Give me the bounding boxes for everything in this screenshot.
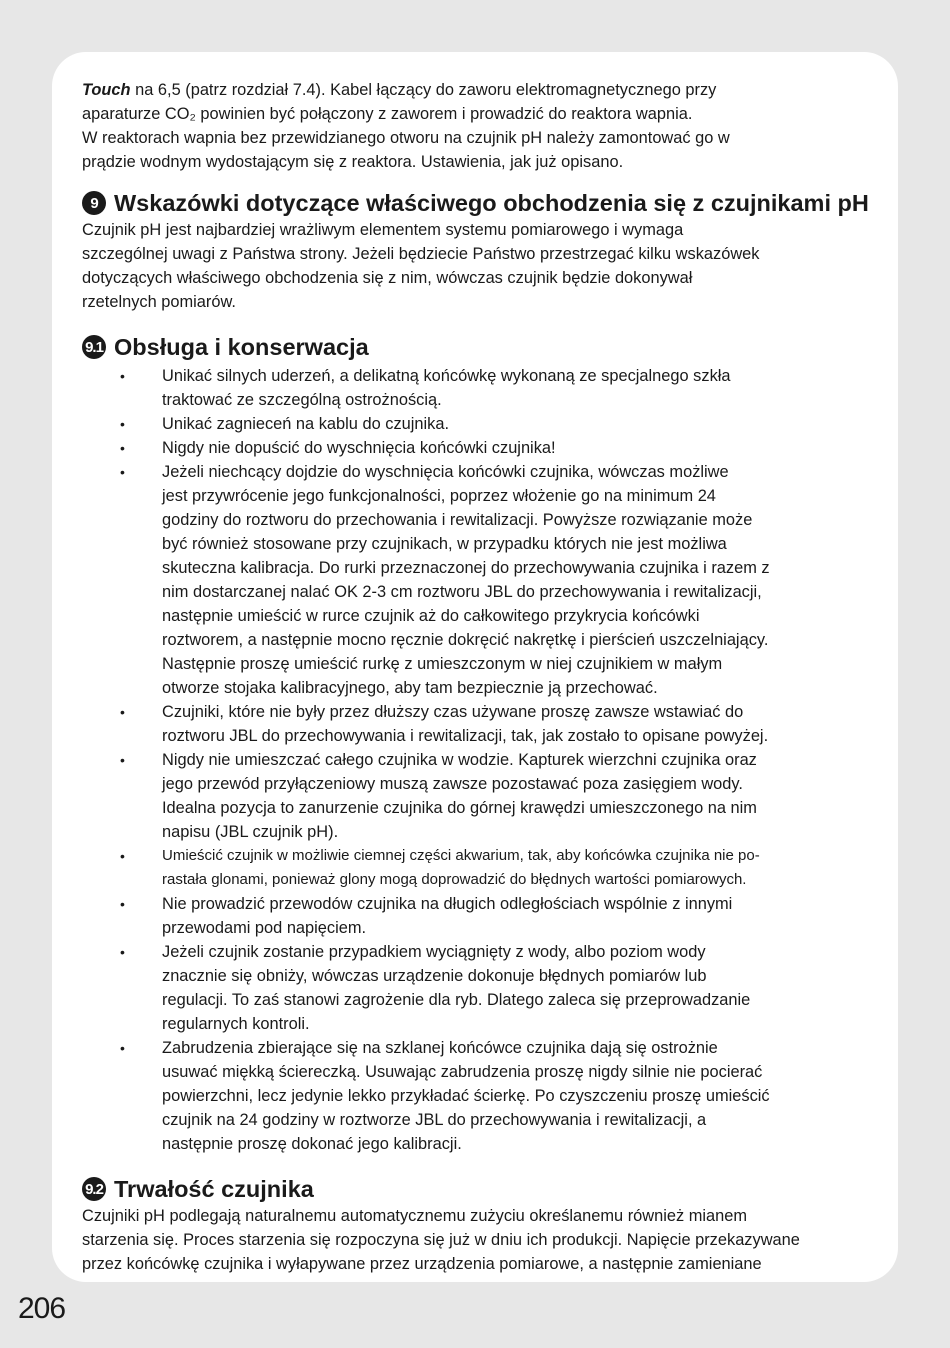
bullet-line: Nigdy nie umieszczać całego czujnika w wodzie. Kapturek wierzchni czujnika oraz xyxy=(162,751,757,769)
section-number-badge: 9 xyxy=(82,191,106,215)
intro-paragraph xyxy=(82,78,872,174)
care-bullet-list xyxy=(82,364,872,1156)
bullet-line: usuwać miękką ściereczką. Usuwając zabrudzenia proszę nigdy silnie nie pocierać xyxy=(162,1063,763,1081)
intro-line-rest: na 6,5 (patrz rozdział 7.4). Kabel łączący do zaworu elektromagnetycznego przy xyxy=(130,81,717,99)
bullet-line: Unikać silnych uderzeń, a delikatną końcówkę wykonaną ze specjalnego szkła xyxy=(162,367,731,385)
bullet-dot: • xyxy=(120,944,125,960)
intro-line: aparaturze CO₂ powinien być połączony z zaworem i prowadzić do reaktora wapnia. xyxy=(82,105,693,123)
page-content xyxy=(82,78,872,1276)
intro-line: prądzie wodnym wydostającym się z reaktora. Ustawienia, jak już opisano. xyxy=(82,153,624,171)
bullet-line: powierzchni, lecz jedynie lekko przykładać ścierkę. Po czyszczeniu proszę umieścić xyxy=(162,1087,770,1105)
paragraph-line: starzenia się. Proces starzenia się rozpoczyna się już w dniu ich produkcji. Napięcie przekazywane xyxy=(82,1231,800,1249)
bullet-line: czujnik na 24 godziny w roztworze JBL do przechowywania i rewitalizacji, a xyxy=(162,1111,707,1129)
bullet-line: Idealna pozycja to zanurzenie czujnika do górnej krawędzi umieszczonego na nim xyxy=(162,799,757,817)
bullet-dot: • xyxy=(120,752,125,768)
bullet-line: otworze stojaka kalibracyjnego, aby tam bezpiecznie ją przechować. xyxy=(162,679,658,697)
intro-line: W reaktorach wapnia bez przewidzianego otworu na czujnik pH należy zamontować go w xyxy=(82,129,730,147)
section-title: Wskazówki dotyczące właściwego obchodzenia się z czujnikami pH xyxy=(114,190,869,216)
bullet-line: napisu (JBL czujnik pH). xyxy=(162,823,339,841)
bullet-line: Nigdy nie dopuścić do wyschnięcia końcówki czujnika! xyxy=(162,439,556,457)
bullet-dot: • xyxy=(120,896,125,912)
page-number: 206 xyxy=(18,1292,66,1325)
bullet-item xyxy=(82,940,872,1036)
bullet-dot: • xyxy=(120,440,125,456)
section-9-heading xyxy=(82,188,872,218)
intro-line xyxy=(82,78,872,102)
bullet-line: następnie proszę dokonać jego kalibracji. xyxy=(162,1135,462,1153)
bullet-line: roztworem, a następnie mocno ręcznie dokręcić nakrętkę i pierścień uszczelniający. xyxy=(162,631,769,649)
bullet-line: jest przywrócenie jego funkcjonalności, poprzez włożenie go na minimum 24 xyxy=(162,487,716,505)
bullet-item xyxy=(82,412,872,436)
bullet-dot: • xyxy=(120,1040,125,1056)
bullet-line: rastała glonami, ponieważ glony mogą doprowadzić do błędnych wartości pomiarowych. xyxy=(162,871,747,888)
bullet-line: Jeżeli czujnik zostanie przypadkiem wyciągnięty z wody, albo poziom wody xyxy=(162,943,706,961)
section-9-2-paragraph xyxy=(82,1204,872,1276)
bullet-line: jego przewód przyłączeniowy muszą zawsze pozostawać poza zasięgiem wody. xyxy=(162,775,743,793)
page-card xyxy=(52,52,898,1282)
bullet-dot: • xyxy=(120,704,125,720)
paragraph-line: przez końcówkę czujnika i wyłapywane przez urządzenia pomiarowe, a następnie zamieniane xyxy=(82,1255,762,1273)
bullet-line: godziny do roztworu do przechowania i rewitalizacji. Powyższe rozwiązanie może xyxy=(162,511,753,529)
section-9-paragraph xyxy=(82,218,872,314)
section-title: Obsługa i konserwacja xyxy=(114,334,369,360)
paragraph-line: dotyczących właściwego obchodzenia się z nim, wówczas czujnik będzie dokonywał xyxy=(82,269,693,287)
bullet-line: Czujniki, które nie były przez dłuższy czas używane proszę zawsze wstawiać do xyxy=(162,703,744,721)
bullet-line: znacznie się obniży, wówczas urządzenie dokonuje błędnych pomiarów lub xyxy=(162,967,707,985)
bullet-line: Unikać zagnieceń na kablu do czujnika. xyxy=(162,415,450,433)
bullet-line: Następnie proszę umieścić rurkę z umieszczonym w niej czujnikiem w małym xyxy=(162,655,723,673)
paragraph-line: Czujniki pH podlegają naturalnemu automatycznemu zużyciu określanemu również mianem xyxy=(82,1207,748,1225)
bullet-line: Jeżeli niechcący dojdzie do wyschnięcia końcówki czujnika, wówczas możliwe xyxy=(162,463,729,481)
touch-word: Touch xyxy=(82,81,131,99)
bullet-item xyxy=(82,844,872,892)
bullet-line: regulacji. To zaś stanowi zagrożenie dla ryb. Dlatego zaleca się przeprowadzanie xyxy=(162,991,751,1009)
bullet-item xyxy=(82,436,872,460)
bullet-item xyxy=(82,700,872,748)
paragraph-line: Czujnik pH jest najbardziej wrażliwym elementem systemu pomiarowego i wymaga xyxy=(82,221,684,239)
bullet-line: Umieścić czujnik w możliwie ciemnej części akwarium, tak, aby końcówka czujnika nie po- xyxy=(162,847,760,864)
bullet-dot: • xyxy=(120,416,125,432)
bullet-dot: • xyxy=(120,464,125,480)
paragraph-line: szczególnej uwagi z Państwa strony. Jeżeli będziecie Państwo przestrzegać kilku wskazówek xyxy=(82,245,760,263)
section-9-1-heading xyxy=(82,332,872,362)
bullet-item xyxy=(82,460,872,700)
bullet-dot: • xyxy=(120,848,125,864)
bullet-line: nim dostarczanej nalać OK 2-3 cm roztworu JBL do przechowywania i rewitalizacji, xyxy=(162,583,762,601)
bullet-line: przewodami pod napięciem. xyxy=(162,919,367,937)
bullet-line: być również stosowane przy czujnikach, w przypadku których nie jest możliwa xyxy=(162,535,727,553)
bullet-line: następnie umieścić w rurce czujnik aż do całkowitego przykrycia końcówki xyxy=(162,607,700,625)
bullet-line: Zabrudzenia zbierające się na szklanej końcówce czujnika dają się ostrożnie xyxy=(162,1039,718,1057)
paragraph-line: rzetelnych pomiarów. xyxy=(82,293,236,311)
bullet-line: traktować ze szczególną ostrożnością. xyxy=(162,391,442,409)
bullet-item xyxy=(82,1036,872,1156)
bullet-line: roztworu JBL do przechowywania i rewitalizacji, tak, jak zostało to opisane powyżej. xyxy=(162,727,769,745)
bullet-item xyxy=(82,364,872,412)
section-9-2-heading xyxy=(82,1174,872,1204)
section-number-badge: 9.1 xyxy=(82,335,106,359)
bullet-line: Nie prowadzić przewodów czujnika na długich odległościach wspólnie z innymi xyxy=(162,895,733,913)
bullet-line: skuteczna kalibracja. Do rurki przeznaczonej do przechowywania czujnika i razem z xyxy=(162,559,770,577)
section-title: Trwałość czujnika xyxy=(114,1176,314,1202)
bullet-dot: • xyxy=(120,368,125,384)
bullet-item xyxy=(82,892,872,940)
section-number-badge: 9.2 xyxy=(82,1177,106,1201)
bullet-item xyxy=(82,748,872,844)
bullet-line: regularnych kontroli. xyxy=(162,1015,310,1033)
